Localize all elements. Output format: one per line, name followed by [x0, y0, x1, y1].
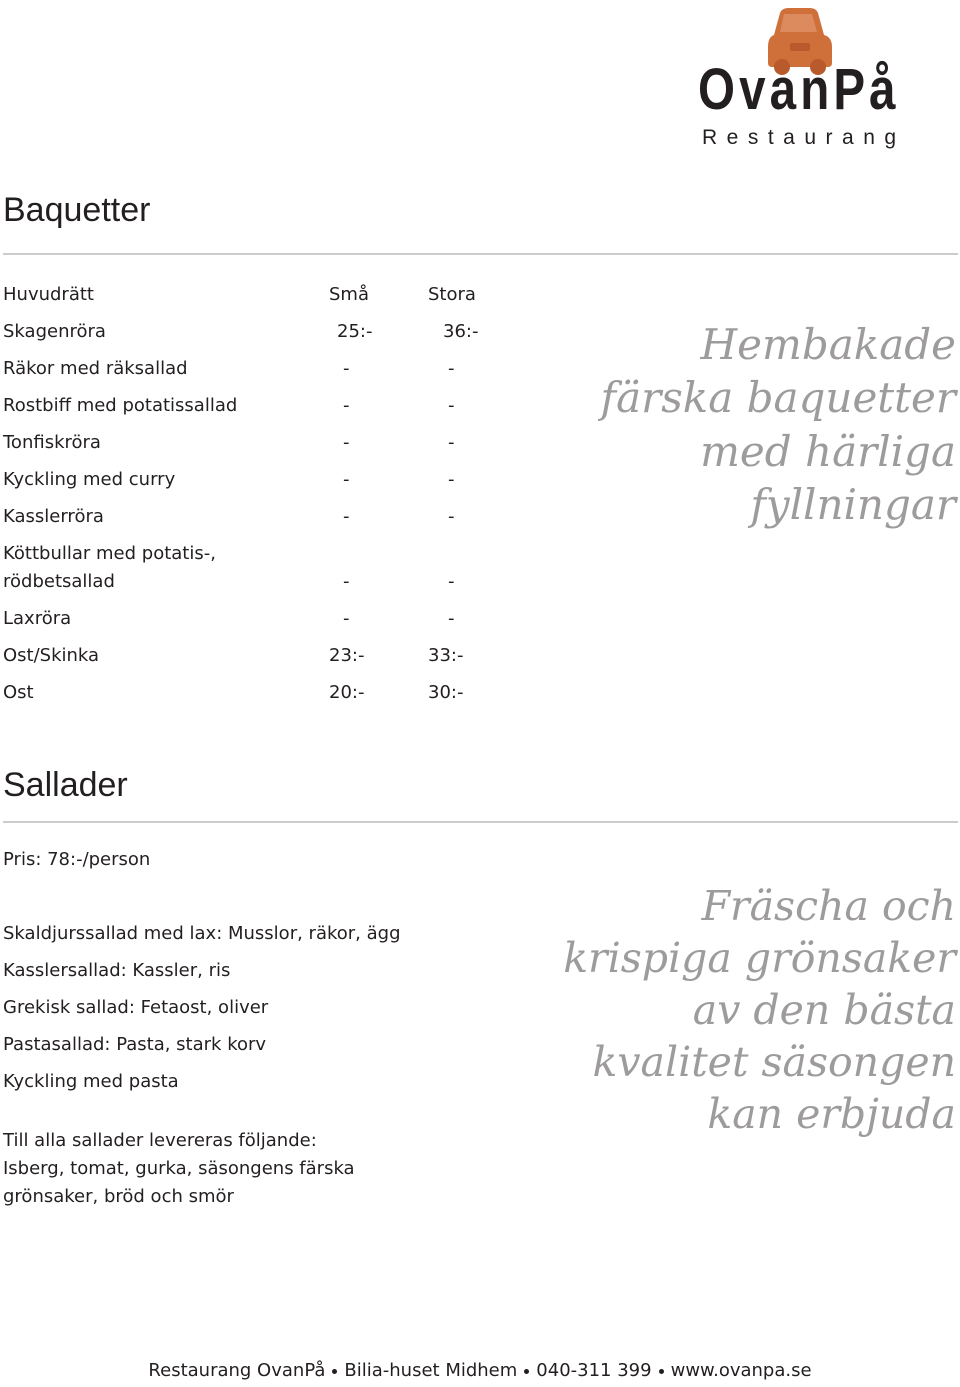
logo-name: OvanPå: [698, 57, 900, 122]
footer-website: www.ovanpa.se: [670, 1360, 812, 1381]
item-price-small: 23:-: [329, 645, 365, 666]
tagline-line: med härliga: [700, 426, 956, 476]
item-name: Laxröra: [3, 608, 72, 629]
header-large: Stora: [428, 284, 476, 305]
item-price-large: -: [448, 506, 455, 527]
tagline-line: av den bästa: [692, 986, 956, 1035]
item-price-large: -: [448, 395, 455, 416]
footer: [0, 1360, 960, 1381]
footer-phone: 040-311 399: [536, 1360, 652, 1381]
item-price-large: 36:-: [443, 321, 479, 342]
restaurant-logo: [690, 5, 930, 155]
item-name: Skagenröra: [3, 321, 106, 342]
item-name-line2: rödbetsallad: [3, 571, 115, 592]
item-name: Tonfiskröra: [3, 432, 101, 453]
item-price-small: -: [343, 469, 350, 490]
baguettes-title: Baquetter: [3, 191, 151, 229]
item-name: Rostbiff med potatissallad: [3, 395, 238, 416]
item-price-small: -: [343, 358, 350, 379]
included-line: Till alla sallader levereras följande:: [3, 1130, 317, 1151]
item-name: Köttbullar med potatis-,: [3, 543, 216, 564]
item-price-large: -: [448, 358, 455, 379]
item-price-small: -: [343, 395, 350, 416]
salads-price: Pris: 78:-/person: [3, 849, 151, 870]
item-price-large: -: [448, 469, 455, 490]
baguettes-divider: [3, 253, 958, 255]
tagline-line: kvalitet säsongen: [592, 1038, 956, 1087]
item-price-large: -: [448, 432, 455, 453]
item-price-large: -: [448, 608, 455, 629]
tagline-line: fyllningar: [750, 479, 956, 529]
footer-address: Bilia-huset Midhem: [344, 1360, 518, 1381]
tagline-line: Hembakade: [700, 320, 956, 369]
item-name: Kyckling med curry: [3, 469, 176, 490]
tagline-line: kan erbjuda: [707, 1090, 956, 1139]
salads-divider: [3, 821, 958, 823]
footer-restaurant: Restaurang OvanPå: [148, 1360, 326, 1381]
bullet-separator: [332, 1369, 337, 1374]
item-price-small: -: [343, 432, 350, 453]
item-name: Ost: [3, 682, 34, 703]
included-line: Isberg, tomat, gurka, säsongens färska: [3, 1158, 355, 1179]
salads-tagline: [563, 880, 956, 1140]
salads-title: Sallader: [3, 766, 128, 804]
item-price-small: -: [343, 506, 350, 527]
header-dish: Huvudrätt: [3, 284, 94, 305]
included-line: grönsaker, bröd och smör: [3, 1186, 234, 1207]
item-price-large: -: [448, 571, 455, 592]
salad-item: Kasslersallad: Kassler, ris: [3, 960, 231, 981]
tagline-line: Fräscha och: [701, 882, 956, 930]
bullet-separator: [524, 1369, 529, 1374]
item-price-small: 25:-: [337, 321, 373, 342]
bullet-separator: [659, 1369, 664, 1374]
salad-item: Pastasallad: Pasta, stark korv: [3, 1034, 267, 1055]
salads-included: [3, 1127, 355, 1211]
header-small: Små: [329, 284, 369, 305]
item-name: Räkor med räksallad: [3, 358, 188, 379]
tagline-line: krispiga grönsaker: [563, 934, 956, 983]
item-price-small: 20:-: [329, 682, 365, 703]
item-price-large: 30:-: [428, 682, 464, 703]
tagline-line: färska baquetter: [600, 373, 956, 423]
salad-item: Grekisk sallad: Fetaost, oliver: [3, 997, 269, 1018]
item-price-small: -: [343, 608, 350, 629]
item-name: Kasslerröra: [3, 506, 104, 527]
baguettes-tagline: [601, 318, 956, 531]
salad-item: Skaldjurssallad med lax: Musslor, räkor, ägg: [3, 923, 401, 944]
salad-item: Kyckling med pasta: [3, 1071, 179, 1092]
logo-subtitle: Restaurang: [702, 126, 906, 149]
item-price-small: -: [343, 571, 350, 592]
item-name: Ost/Skinka: [3, 645, 100, 666]
item-price-large: 33:-: [428, 645, 464, 666]
